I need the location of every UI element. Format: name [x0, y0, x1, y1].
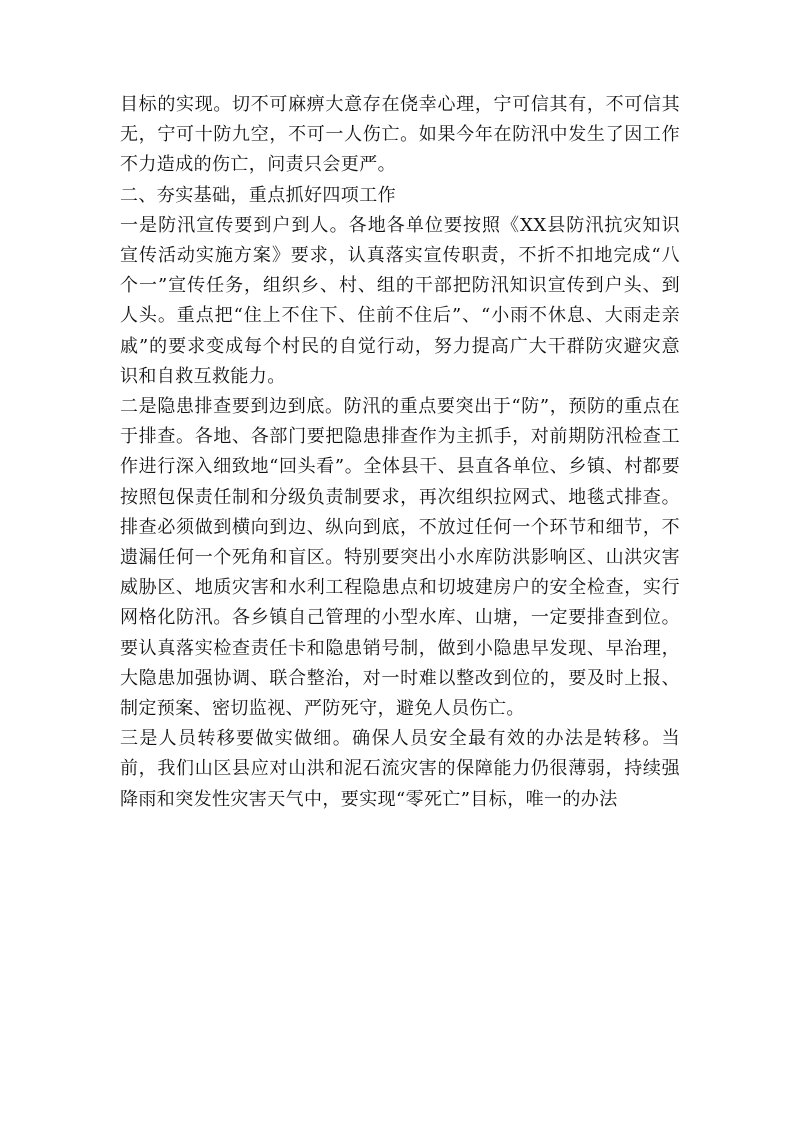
section-heading: 二、夯实基础，重点抓好四项工作 — [120, 184, 396, 206]
paragraph-evacuation: 三是人员转移要做实做细。确保人员安全最有效的办法是转移。当前，我们山区县应对山洪和泥石流灾害的保障能力仍很薄弱，持续强降雨和突发性灾害天气中，要实现“零死亡”目标，唯一的办法 — [120, 728, 680, 810]
body-text — [120, 90, 680, 815]
paragraph-continuation: 目标的实现。切不可麻痹大意存在侥幸心理，宁可信其有，不可信其无，宁可十防九空，不可一人伤亡。如果今年在防汛中发生了因工作不力造成的伤亡，问责只会更严。 — [120, 94, 680, 176]
paragraph-hazard-inspection: 二是隐患排查要到边到底。防汛的重点要突出于“防”，预防的重点在于排查。各地、各部门要把隐患排查作为主抓手，对前期防汛检查工作进行深入细致地“回头看”。全体县干、县直各单位、乡镇、村都要按照包保责任制和分级负责制要求，再次组织拉网式、地毯式排查。排查必须做到横向到边、纵向到底，不放过任何一个环节和细节，不遗漏任何一个死角和盲区。特别要突出小水库防洪影响区、山洪灾害威胁区、地质灾害和水利工程隐患点和切坡建房户的安全检查，实行网格化防汛。各乡镇自己管理的小型水库、山塘，一定要排查到位。要认真落实检查责任卡和隐患销号制，做到小隐患早发现、早治理，大隐患加强协调、联合整治，对一时难以整改到位的，要及时上报、制定预案、密切监视、严防死守，避免人员伤亡。 — [120, 396, 680, 720]
paragraph-publicity: 一是防汛宣传要到户到人。各地各单位要按照《XX县防汛抗灾知识宣传活动实施方案》要求，认真落实宣传职责，不折不扣地完成“八个一”宣传任务，组织乡、村、组的干部把防汛知识宣传到户头、到人头。重点把“住上不住下、住前不住后”、“小雨不休息、大雨走亲戚”的要求变成每个村民的自觉行动，努力提高广大干群防灾避灾意识和自救互救能力。 — [120, 214, 680, 387]
